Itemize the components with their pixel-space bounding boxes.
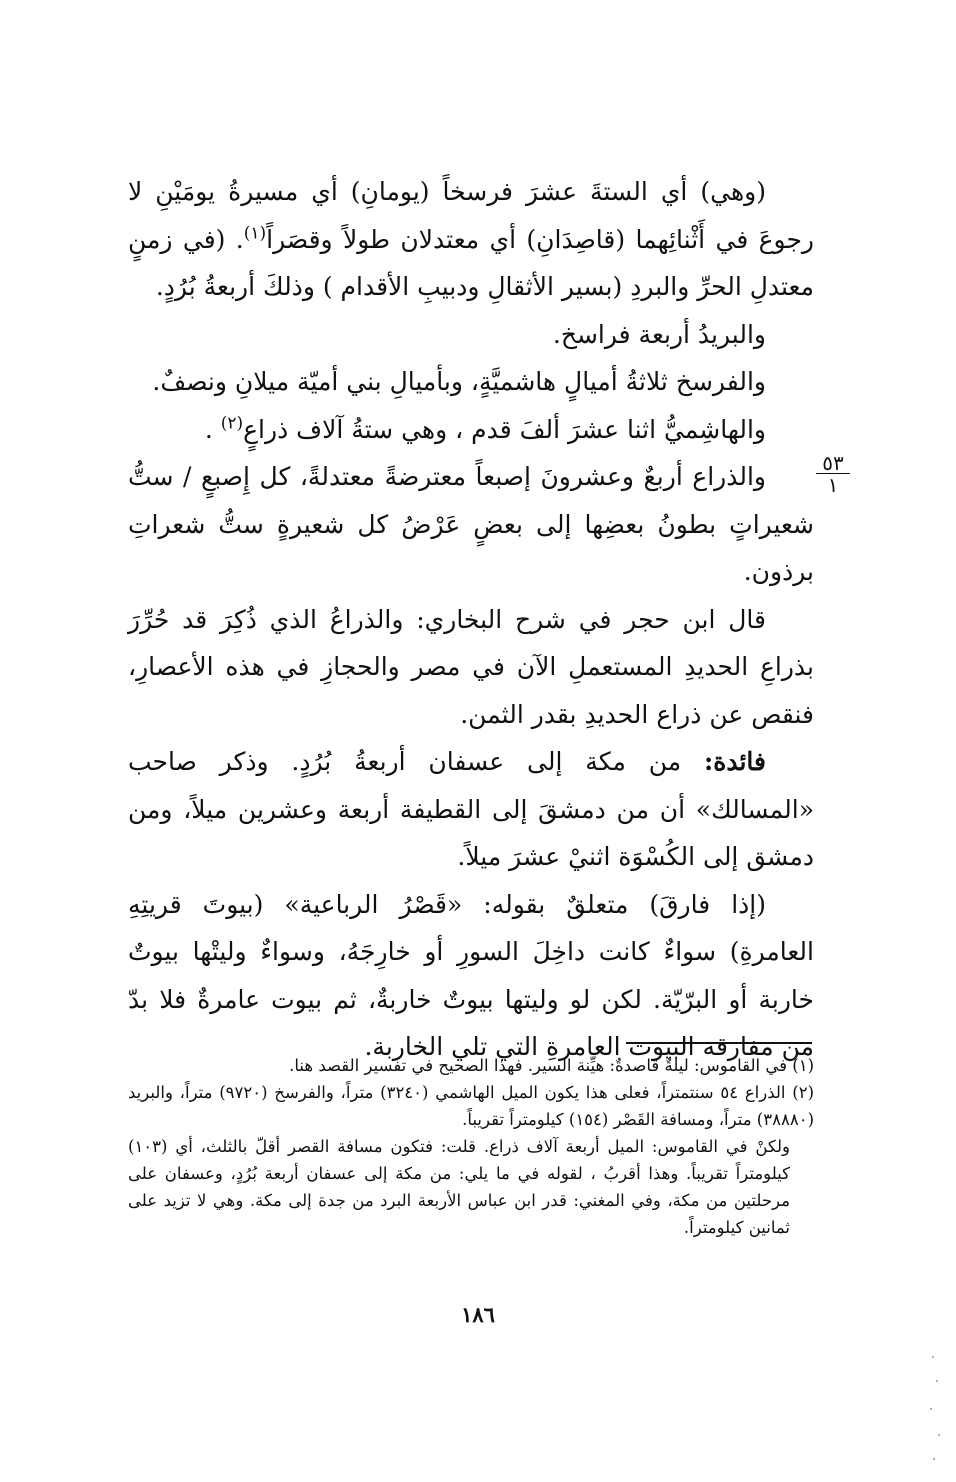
paragraph-8: (إذا فارقَ) متعلقٌ بقوله: «قَصْرُ الرباعية» (بيوتَ قريتِهِ العامرةِ) سواءٌ كانت داخِلَ السورِ أو خارِجَهُ، وسواءٌ وليتْها بيوتٌ خاربة أو البرّيّة. لكن لو وليتها بيوتٌ خاربةٌ، ثم بيوت عامرةٌ فلا بدّ من مفارقة البيوت العامرةِ التي تلي الخاربة.: [128, 889, 814, 1061]
footnotes: [128, 1052, 814, 1241]
paragraph-3: والفرسخ ثلاثةُ أميالٍ هاشميَّةٍ، وبأميالِ بني أميّة ميلانِ ونصفٌ.: [152, 367, 766, 396]
paragraph-6: قال ابن حجر في شرح البخاري: والذراعُ الذي ذُكِرَ قد حُرِّرَ بذراعِ الحديدِ المستعملِ الآن في مصر والحجازِ في هذه الأعصارِ، فنقص عن ذراع الحديدِ بقدر الثمن.: [128, 604, 814, 729]
paragraph-2: والبريدُ أربعة فراسخ.: [552, 319, 766, 349]
footnote-marker-1[interactable]: (١): [243, 223, 267, 244]
footnote-marker-2[interactable]: (٢): [220, 413, 244, 434]
footnote-1: (١) في القاموس: ليلةٌ قاصدةٌ: هيِّنة السير. فهذا الصحيح في تفسير القصد هنا.: [289, 1056, 814, 1075]
scan-specks: [918, 1350, 948, 1470]
margin-ref-bottom: ١: [827, 473, 839, 497]
margin-ref-top: ٥٣: [816, 454, 850, 474]
paragraph-1: [128, 168, 814, 311]
paragraph-1-rest: . (في زمنٍ معتدلِ الحرِّ والبردِ (بسير الأثقالِ ودبيبِ الأقدام ) وذلكَ أربعةُ بُرُدٍ.: [128, 224, 814, 301]
margin-page-reference: [816, 451, 850, 497]
paragraph-5: والذراع أربعٌ وعشرونَ إصبعاً معترضةً معتدلةً، كل إِصبعٍ / ستُّ شعيراتٍ بطونُ بعضِها إلى بعضٍ عَرْضُ كل شعيرةٍ ستُّ شعراتِ برذون.: [128, 462, 814, 586]
paragraph-4: [128, 406, 814, 454]
page-number: ١٨٦: [461, 1302, 495, 1327]
footnote-2: (٢) الذراع ٥٤ سنتمتراً، فعلى هذا يكون الميل الهاشمي (٣٢٤٠) متراً، والفرسخ (٩٧٢٠) متراً، والبريد (٣٨٨٨٠) متراً، ومسافة القَصْر (١٥٤) كيلومتراً تقريباً.: [128, 1083, 814, 1129]
paragraph-1-text: (وهي) أي الستةَ عشرَ فرسخاً (يومانِ) أي مسيرةُ يومَيْنِ لا رجوعَ في أَثْنائِهما (قاصِدَانِ) أي معتدلان طولاً وقصَراً: [128, 177, 814, 254]
benefit-label: فائدة:: [704, 747, 766, 776]
paragraph-7: [128, 738, 814, 881]
footnote-separator: [626, 1042, 812, 1044]
main-text: [128, 168, 814, 1071]
paragraph-7-text: من مكة إلى عسفان أربعةُ بُرُدٍ. وذكر صاحب «المسالك» أن من دمشقَ إلى القطيفة أربعة وعشرين ميلاً، ومن دمشق إلى الكُسْوَة اثنيْ عشرَ ميلاً.: [128, 747, 814, 871]
footnote-2-continuation: ولكنْ في القاموس: الميل أربعة آلاف ذراع. قلت: فتكون مسافة القصر أقلّ بالثلث، أي (١٠٣) كيلومتراً تقريباً. وهذا أقربُ ، لقوله في ما يلي: من مكة إلى عسفان أربعة بُرُدٍ، وعسفان على مرحلتين من مكة، وفي المغني: قدر ابن عباس الأربعة البرد من جدة إلى مكة. وهي لا تزيد على ثمانين كيلومتراً.: [128, 1137, 790, 1237]
paragraph-4-text: والهاشِميُّ اثنا عشرَ ألفَ قدم ، وهي ستةُ آلاف ذراعٍ: [243, 414, 766, 444]
paragraph-4-rest: .: [204, 414, 221, 444]
